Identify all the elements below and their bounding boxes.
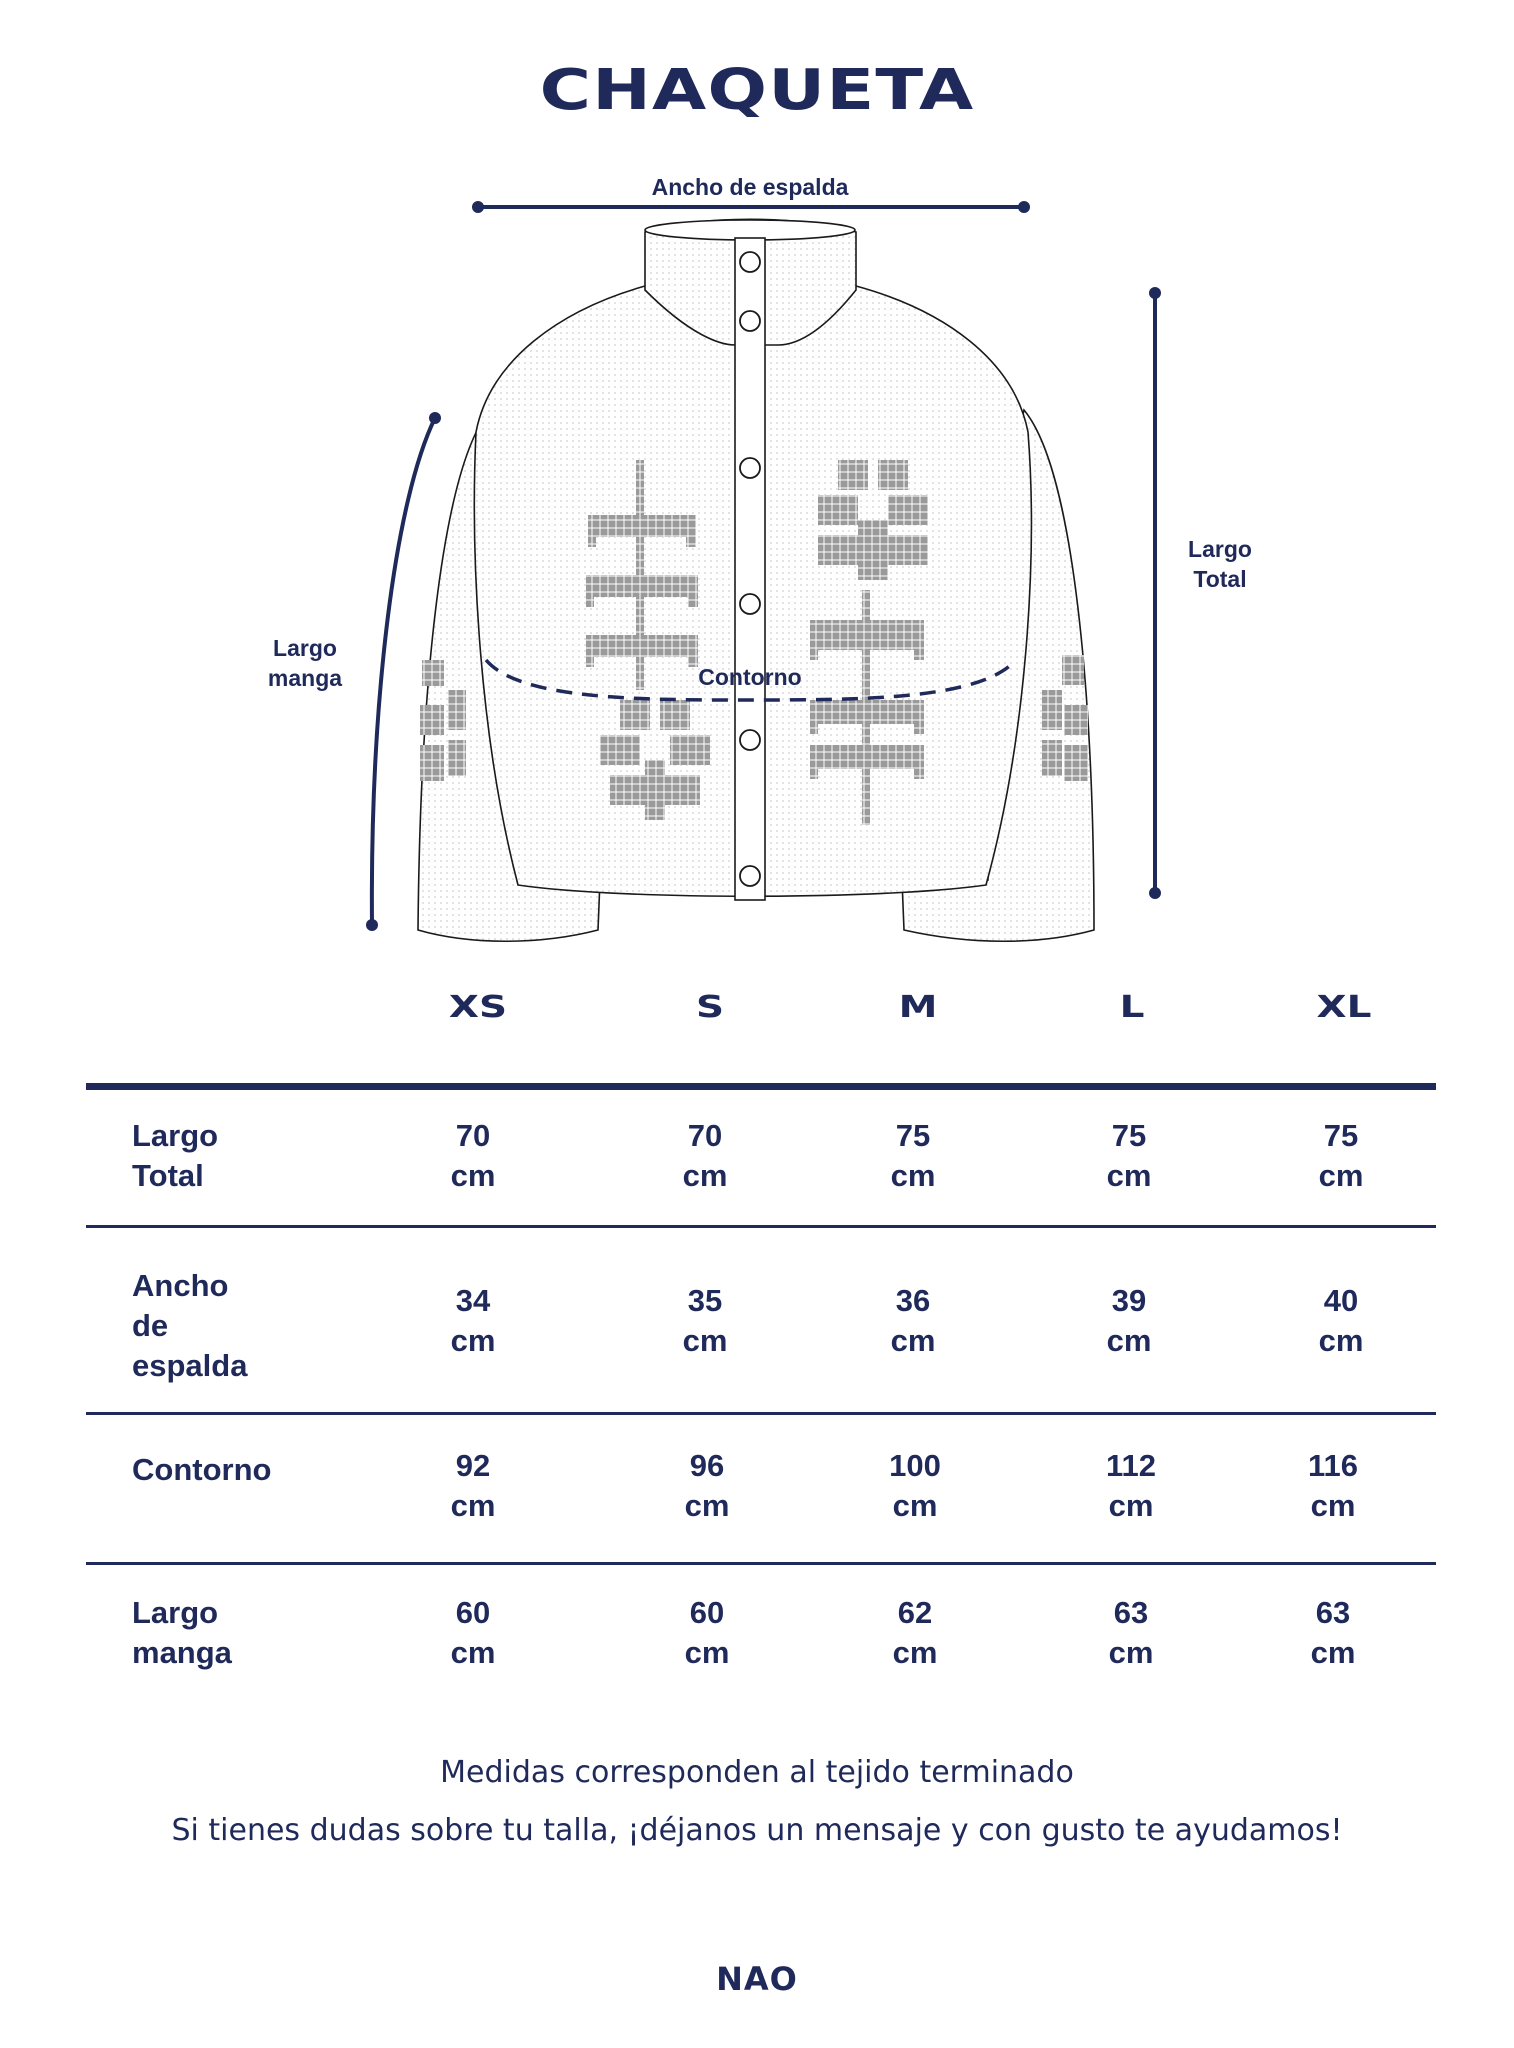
row-label-ancho-espalda: Ancho de espalda	[132, 1268, 248, 1383]
size-header-xs: XS	[448, 990, 508, 1025]
note-help: Si tienes dudas sobre tu talla, ¡déjanos un mensaje y con gusto te ayudamos!	[171, 1813, 1343, 1848]
cell-largo-manga-s: 60 cm	[684, 1595, 730, 1670]
motif-stem	[862, 590, 870, 825]
button	[740, 252, 760, 272]
cell-ancho-espalda-m: 36 cm	[890, 1283, 936, 1358]
table-row-divider	[86, 1562, 1436, 1565]
ancho-espalda-end-right	[1018, 201, 1030, 213]
ancho-espalda-end-left	[472, 201, 484, 213]
largo-total-end-top	[1149, 287, 1161, 299]
label-largo-manga: Largo manga	[267, 635, 343, 691]
table-top-rule	[86, 1083, 1436, 1090]
cell-contorno-m: 100 cm	[889, 1448, 941, 1523]
largo-total-end-bottom	[1149, 887, 1161, 899]
button	[740, 594, 760, 614]
page-title: CHAQUETA	[539, 58, 975, 123]
label-contorno: Contorno	[698, 664, 802, 690]
table-row-divider	[86, 1225, 1436, 1228]
cell-ancho-espalda-s: 35 cm	[682, 1283, 728, 1358]
cell-largo-total-xs: 70 cm	[450, 1118, 496, 1193]
cell-ancho-espalda-l: 39 cm	[1106, 1283, 1152, 1358]
cell-contorno-s: 96 cm	[684, 1448, 730, 1523]
row-label-largo-manga: Largo manga	[132, 1595, 232, 1670]
largo-manga-end-bottom	[366, 919, 378, 931]
size-header-l: L	[1119, 990, 1145, 1025]
button	[740, 311, 760, 331]
brand-logo: NAO	[716, 1960, 798, 1998]
size-header-s: S	[695, 990, 725, 1025]
largo-manga-end-top	[429, 412, 441, 424]
note-measurements: Medidas corresponden al tejido terminado	[440, 1755, 1074, 1790]
cell-contorno-l: 112 cm	[1105, 1448, 1156, 1523]
button	[740, 458, 760, 478]
row-label-largo-total: Largo Total	[132, 1118, 219, 1193]
table-row-divider	[86, 1412, 1436, 1415]
size-header-m: M	[898, 990, 938, 1025]
cell-largo-manga-xs: 60 cm	[450, 1595, 496, 1670]
cell-largo-manga-l: 63 cm	[1108, 1595, 1154, 1670]
cell-largo-manga-m: 62 cm	[892, 1595, 938, 1670]
cell-largo-total-l: 75 cm	[1106, 1118, 1152, 1193]
label-largo-total: Largo Total	[1188, 536, 1252, 592]
button	[740, 730, 760, 750]
button	[740, 866, 760, 886]
cell-largo-total-xl: 75 cm	[1318, 1118, 1364, 1193]
cell-ancho-espalda-xs: 34 cm	[450, 1283, 496, 1358]
cell-contorno-xs: 92 cm	[450, 1448, 496, 1523]
cell-largo-total-m: 75 cm	[890, 1118, 936, 1193]
button-placket	[735, 238, 765, 900]
cell-ancho-espalda-xl: 40 cm	[1318, 1283, 1364, 1358]
jacket-diagram	[0, 0, 1514, 960]
cell-largo-manga-xl: 63 cm	[1310, 1595, 1356, 1670]
size-header-xl: XL	[1316, 990, 1372, 1025]
cell-contorno-xl: 116 cm	[1307, 1448, 1358, 1523]
cell-largo-total-s: 70 cm	[682, 1118, 728, 1193]
motif-stem	[636, 460, 644, 690]
row-label-contorno: Contorno	[132, 1452, 272, 1487]
label-ancho-espalda: Ancho de espalda	[651, 174, 849, 200]
